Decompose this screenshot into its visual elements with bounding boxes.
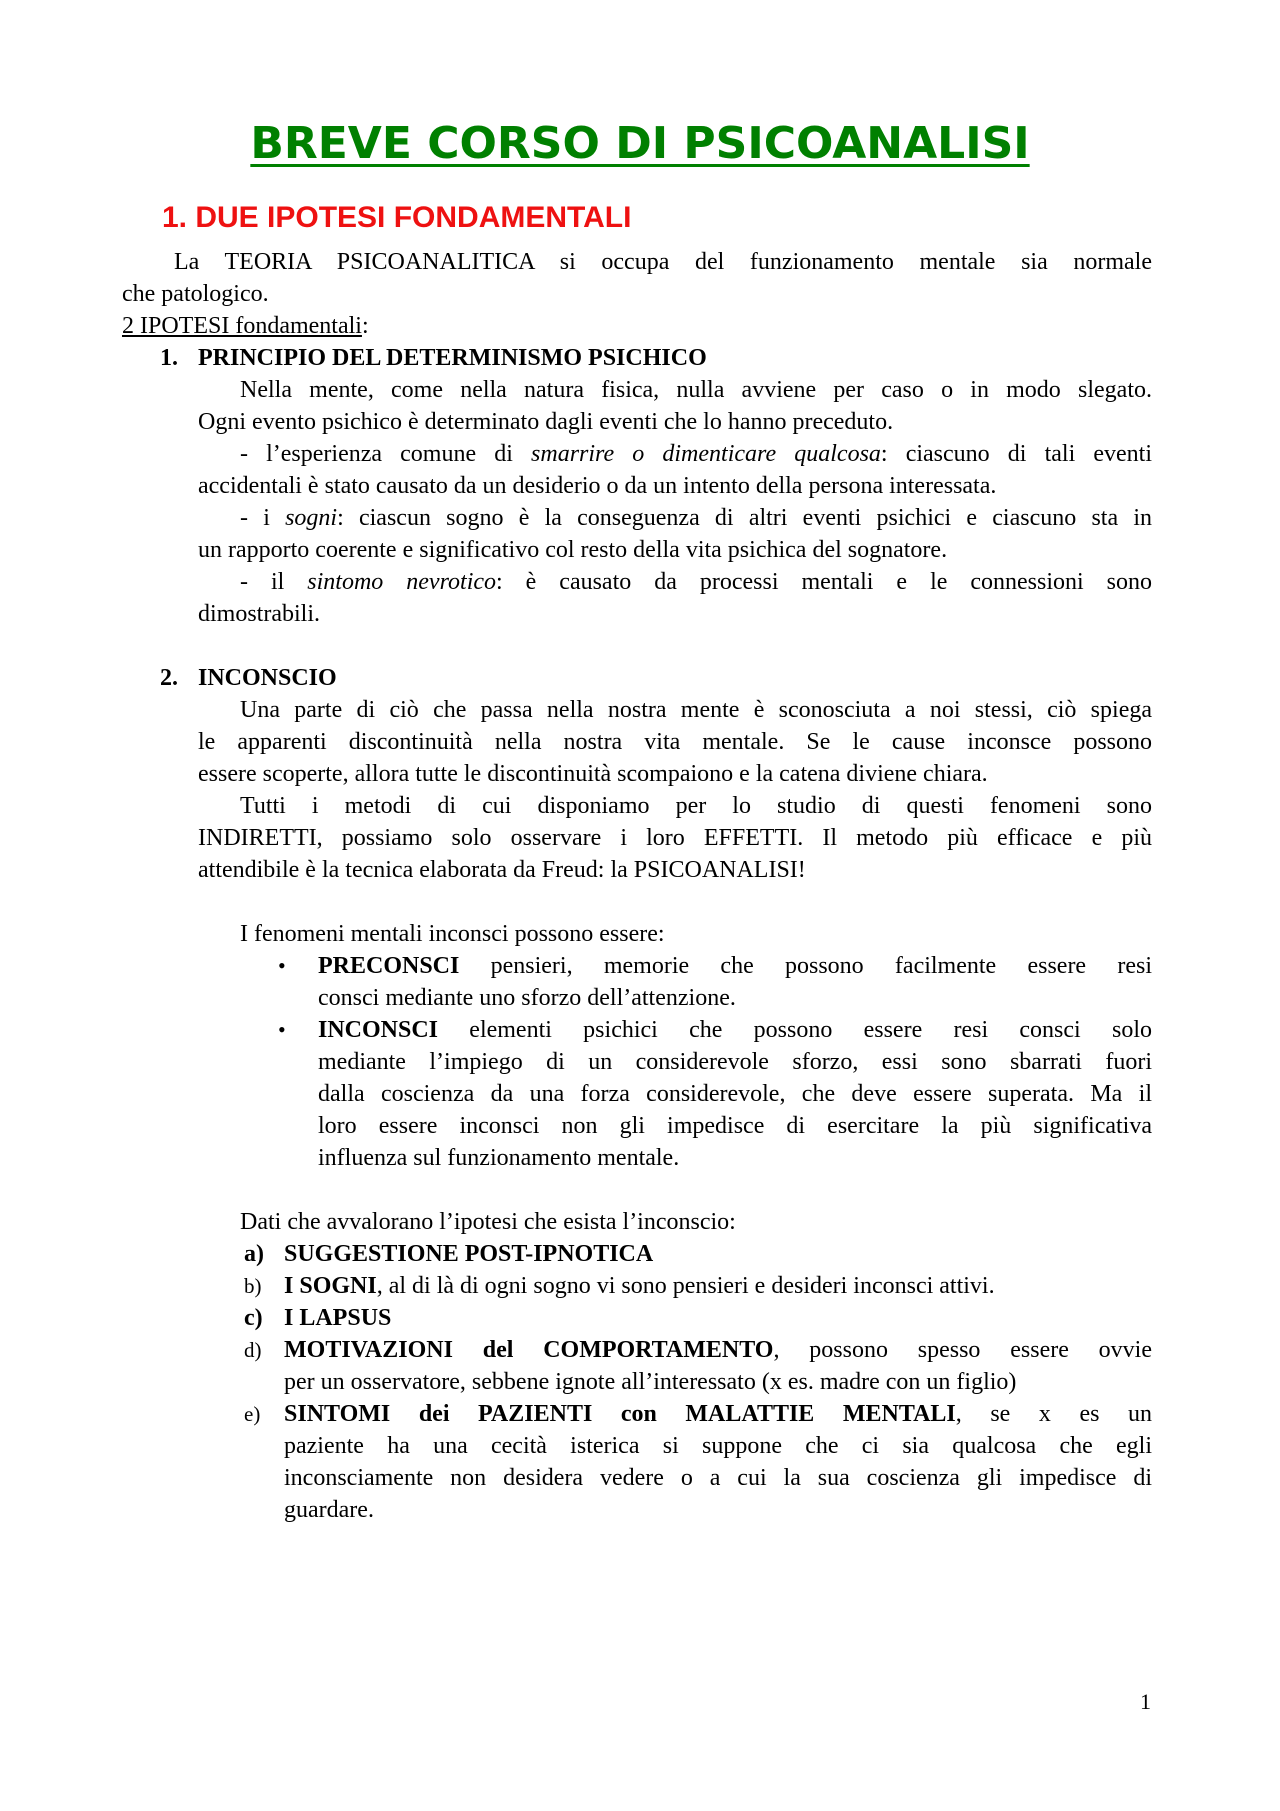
page-number: 1	[1140, 1689, 1151, 1714]
evidence-d-line-2: per un osservatore, sebbene ignote all’interessato (x es. madre con un figlio)	[284, 1369, 1017, 1395]
bullet-preconsci-line-2: consci mediante uno sforzo dell’attenzione.	[318, 985, 736, 1011]
hyp1-title: PRINCIPIO DEL DETERMINISMO PSICHICO	[198, 345, 707, 371]
hyp1-number: 1.	[160, 345, 178, 371]
bullet-inconsci-text: elementi psichici che possono essere resi consci solo	[438, 1017, 1152, 1043]
hyp2-para2-line-2: INDIRETTI, possiamo solo osservare i loro EFFETTI. Il metodo più efficace e più	[198, 825, 1152, 851]
evidence-e-line-1	[284, 1398, 1152, 1430]
evidence-d-line-1	[284, 1334, 1152, 1366]
hyp1-example-1-line-1	[198, 438, 1152, 470]
hyp2-para1-line-1: Una parte di ciò che passa nella nostra mente è sconosciuta a noi stessi, ciò spiega	[240, 697, 1152, 723]
bullet-inconsci-line-4: loro essere inconsci non gli impedisce di esercitare la più significativa	[318, 1113, 1152, 1139]
section-heading: 1. DUE IPOTESI FONDAMENTALI	[162, 201, 632, 234]
intro-line-1: La TEORIA PSICOANALITICA si occupa del funzionamento mentale sia normale	[174, 249, 1152, 275]
ex3-italic: sintomo nevrotico	[307, 569, 497, 595]
phenomena-intro: I fenomeni mentali inconsci possono essere:	[240, 921, 665, 947]
hyp1-example-3-line-2: dimostrabili.	[198, 601, 320, 627]
hyp1-example-1-line-2: accidentali è stato causato da un desiderio o da un intento della persona interessata.	[198, 473, 997, 499]
ex2-italic: sogni	[285, 505, 338, 531]
hyp1-example-2-line-2: un rapporto coerente e significativo col resto della vita psichica del sognatore.	[198, 537, 948, 563]
evidence-c-marker: c)	[244, 1305, 263, 1331]
bullet-inconsci-term: INCONSCI	[318, 1017, 439, 1043]
bullet-inconsci-line-1	[318, 1014, 1152, 1046]
ex1-prefix: - l’esperienza comune di	[240, 441, 532, 467]
evidence-a-marker: a)	[244, 1241, 264, 1267]
evidence-e-line-3: inconsciamente non desidera vedere o a cui la sua coscienza gli impedisce di	[284, 1465, 1152, 1491]
evidence-e-line-4: guardare.	[284, 1497, 374, 1523]
bullet-inconsci-line-3: dalla coscienza da una forza considerevole, che deve essere superata. Ma il	[318, 1081, 1152, 1107]
hyp2-para2-line-1: Tutti i metodi di cui disponiamo per lo studio di questi fenomeni sono	[240, 793, 1152, 819]
hyp2-para1-line-2: le apparenti discontinuità nella nostra vita mentale. Se le cause inconsce possono	[198, 729, 1152, 755]
ex2-prefix: - i	[240, 505, 286, 531]
evidence-b-marker: b)	[244, 1274, 262, 1298]
hyp1-example-2-line-1	[198, 502, 1152, 534]
evidence-a-title: SUGGESTIONE POST-IPNOTICA	[284, 1241, 654, 1267]
evidence-d-marker: d)	[244, 1338, 262, 1362]
evidence-e-line-2: paziente ha una cecità isterica si suppone che ci sia qualcosa che egli	[284, 1433, 1152, 1459]
hypotheses-label-line	[122, 310, 369, 342]
evidence-b-line	[284, 1270, 995, 1302]
ex3-suffix: : è causato da processi mentali e le connessioni sono	[496, 569, 1152, 595]
bullet-dot-inconsci: •	[278, 1017, 286, 1042]
hyp1-example-3-line-1	[198, 566, 1152, 598]
ex1-italic: smarrire o dimenticare qualcosa	[531, 441, 881, 467]
hyp2-number: 2.	[160, 665, 178, 691]
hyp2-para1-line-3: essere scoperte, allora tutte le discontinuità scompaiono e la catena diviene chiara.	[198, 761, 988, 787]
hypotheses-colon: :	[361, 313, 369, 339]
ex1-suffix: : ciascuno di tali eventi	[880, 441, 1152, 467]
evidence-e-title: SINTOMI dei PAZIENTI con MALATTIE MENTALI	[284, 1401, 956, 1427]
bullet-preconsci-term: PRECONSCI	[318, 953, 460, 979]
evidence-e-text: , se x es un	[955, 1401, 1153, 1427]
evidence-d-title: MOTIVAZIONI del COMPORTAMENTO	[284, 1337, 774, 1363]
evidence-c-title: I LAPSUS	[284, 1305, 392, 1331]
evidence-intro: Dati che avvalorano l’ipotesi che esista l’inconscio:	[240, 1209, 736, 1235]
hyp1-line-2: Ogni evento psichico è determinato dagli eventi che lo hanno preceduto.	[198, 409, 894, 435]
bullet-inconsci-line-5: influenza sul funzionamento mentale.	[318, 1145, 680, 1171]
document-title: BREVE CORSO DI PSICOANALISI	[250, 118, 1030, 169]
evidence-b-text: , al di là di ogni sogno vi sono pensieri e desideri inconsci attivi.	[376, 1273, 995, 1299]
bullet-preconsci-line-1	[318, 950, 1152, 982]
evidence-d-text: , possono spesso essere ovvie	[773, 1337, 1152, 1363]
bullet-inconsci-line-2: mediante l’impiego di un considerevole sforzo, essi sono sbarrati fuori	[318, 1049, 1152, 1075]
bullet-dot-preconsci: •	[278, 953, 286, 978]
evidence-b-title: I SOGNI	[284, 1273, 377, 1299]
hypotheses-label: 2 IPOTESI fondamentali	[122, 313, 362, 339]
ex2-suffix: : ciascun sogno è la conseguenza di altri eventi psichici e ciascuno sta in	[337, 505, 1152, 531]
bullet-preconsci-text: pensieri, memorie che possono facilmente essere resi	[459, 953, 1152, 979]
hyp2-title: INCONSCIO	[198, 665, 337, 691]
evidence-e-marker: e)	[244, 1402, 261, 1426]
ex3-prefix: - il	[240, 569, 308, 595]
hyp1-line-1: Nella mente, come nella natura fisica, nulla avviene per caso o in modo slegato.	[240, 377, 1152, 403]
hyp2-para2-line-3: attendibile è la tecnica elaborata da Freud: la PSICOANALISI!	[198, 857, 806, 883]
intro-line-2: che patologico.	[122, 281, 269, 307]
